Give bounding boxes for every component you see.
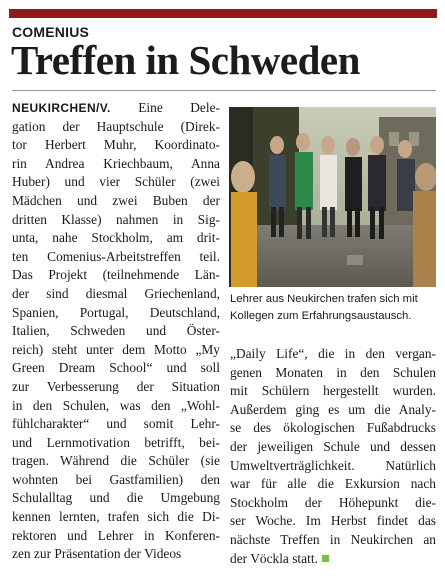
photo-caption [230, 291, 436, 324]
body-line: unta, nahe Stockholm, am drit- [12, 230, 220, 246]
body-line: fühlcharakter“ und somit Lehr- [12, 416, 220, 432]
body-line: tragen. Während die Schüler (sie [12, 453, 220, 469]
body-line-text: der Vöckla statt. [230, 550, 318, 566]
body-line: ten Comenius-Arbeitstreffen teil. [12, 248, 220, 264]
body-line: Stockholm der Höhepunkt die- [230, 494, 436, 510]
body-line-text: Eine Dele- [110, 100, 220, 115]
body-line: zen zur Präsentation der Videos [12, 546, 182, 562]
caption-line: Lehrer aus Neukirchen trafen sich mit [230, 293, 418, 305]
body-line: tor Herbert Muhr, Koordinato- [12, 137, 220, 153]
body-line: nächste Treffen in Neukirchen an [230, 531, 436, 547]
article-body-right-column [230, 345, 436, 568]
body-line: Das Projekt (teilnehmende Län- [12, 267, 220, 283]
body-line-final [230, 550, 436, 569]
body-line: war für alle die Exkursion nach [230, 476, 436, 492]
section-color-bar [9, 9, 437, 18]
body-line: mit Schülern hergestellt wurden. [230, 383, 436, 399]
body-line: der jeweiligen Schule und dessen [230, 438, 436, 454]
body-line: zur Verbesserung der Situation [12, 378, 220, 394]
article-end-mark-icon [322, 555, 329, 562]
body-line: Italien, Schweden und Öster- [12, 323, 220, 339]
body-line: Huber) und vier Schüler (zwei [12, 174, 220, 190]
body-line: wohnten bei Gastfamilien) den [12, 471, 220, 487]
body-line: reich) steht unter dem Motto „My [12, 341, 220, 357]
body-line: rektoren und Lehrer in Konferen- [12, 527, 220, 543]
body-line [12, 99, 220, 118]
dateline: NEUKIRCHEN/V. [12, 101, 111, 115]
body-line: Mädchen und zwei Buben der [12, 192, 220, 208]
body-line: gation der Hauptschule (Direk- [12, 118, 220, 134]
body-line: se des ökologischen Fußabdrucks [230, 420, 436, 436]
body-line: in den Schulen, was den „Wohl- [12, 397, 220, 413]
body-line: rin Andrea Kriechbaum, Anna [12, 155, 220, 171]
article-headline: Treffen in Schweden [11, 37, 360, 83]
body-line: Green Dream School“ und soll [12, 360, 220, 376]
body-line: Umweltverträglichkeit. Natürlich [230, 457, 436, 473]
body-line: „Daily Life“, die in den vergan- [230, 346, 436, 361]
section-kicker: COMENIUS [12, 24, 90, 40]
body-line: und Lernmotivation betrifft, bei- [12, 434, 220, 450]
article-photo [229, 107, 436, 287]
body-line: Spanien, Portugal, Deutschland, [12, 304, 220, 320]
body-line: der sind diesmal Griechenland, [12, 285, 220, 301]
caption-line: Kollegen zum Erfahrungsaustausch. [230, 309, 412, 322]
body-line: dritten Klasse) nahmen in Sig- [12, 211, 220, 227]
headline-divider [12, 90, 436, 91]
body-line: ser Woche. Im Herbst findet das [230, 513, 436, 529]
body-line: Außerdem ging es um die Analy- [230, 401, 436, 417]
body-line: kennen lernten, trafen sich die Di- [12, 509, 220, 525]
article-body-left-column [12, 99, 220, 564]
group-photo-illustration [229, 107, 436, 287]
body-line: genen Monaten in den Schulen [230, 364, 436, 380]
body-line: Schulalltag und die Umgebung [12, 490, 220, 506]
